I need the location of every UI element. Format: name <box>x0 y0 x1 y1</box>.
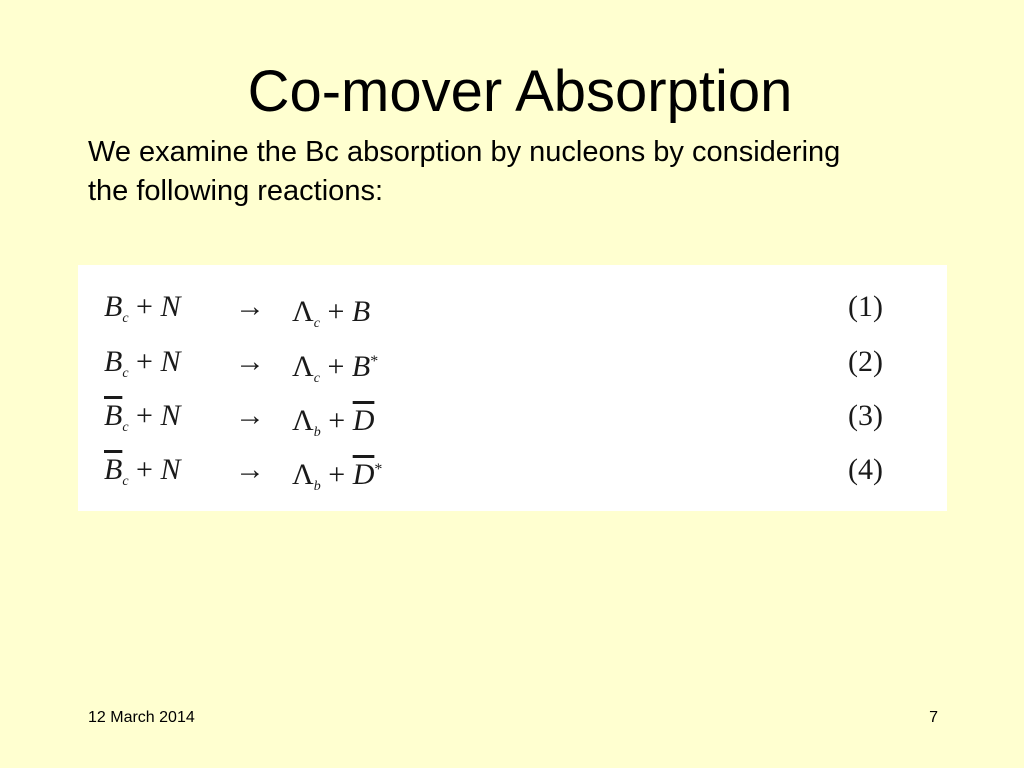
meson-product: B <box>351 295 371 328</box>
plus-sign: + <box>136 399 153 432</box>
plus-sign: + <box>328 404 346 437</box>
target-nucleon: N <box>160 345 181 378</box>
reaction-lhs <box>104 446 180 506</box>
meson-product: $\overline{D}$ <box>352 404 375 437</box>
plus-sign: + <box>327 350 345 383</box>
meson-product: B <box>351 350 371 383</box>
plus-sign: + <box>327 295 345 328</box>
initial-particle: B <box>104 345 123 378</box>
plus-sign: + <box>136 345 153 378</box>
reaction-row <box>78 446 947 494</box>
initial-particle: $\overline{B}$ <box>104 453 123 486</box>
initial-particle-subscript: c <box>122 420 129 435</box>
plus-sign: + <box>136 290 153 323</box>
initial-particle-subscript: c <box>122 366 129 381</box>
baryon-product: Λ <box>292 404 314 437</box>
equation-number: (4) <box>848 453 883 486</box>
meson-product-star: * <box>370 353 379 370</box>
plus-sign: + <box>328 458 346 491</box>
baryon-product-subscript: c <box>313 316 320 331</box>
reaction-arrow: → <box>235 399 265 432</box>
reaction-rhs <box>292 446 382 511</box>
reaction-lhs <box>104 338 180 398</box>
intro-text: We examine the Bc absorption by nucleons by considering the following reactions: <box>88 136 841 207</box>
initial-particle: B <box>104 290 123 323</box>
baryon-product-subscript: c <box>313 371 320 386</box>
equation-number: (3) <box>848 399 883 432</box>
equation-number: (1) <box>848 290 883 323</box>
reaction-arrow: → <box>235 345 265 378</box>
meson-product: $\overline{D}$ <box>352 458 375 491</box>
page-number: 7 <box>929 709 938 726</box>
meson-product-star: * <box>374 461 383 478</box>
slide-title: Co-mover Absorption <box>247 59 793 124</box>
initial-particle-subscript: c <box>122 311 129 326</box>
target-nucleon: N <box>160 399 181 432</box>
target-nucleon: N <box>160 290 181 323</box>
reaction-row <box>78 338 947 386</box>
baryon-product: Λ <box>292 458 314 491</box>
baryon-product: Λ <box>292 350 314 383</box>
baryon-product-subscript: b <box>313 425 321 440</box>
reaction-lhs <box>104 392 180 452</box>
baryon-product: Λ <box>292 295 314 328</box>
target-nucleon: N <box>160 453 181 486</box>
reaction-arrow: → <box>235 453 265 486</box>
footer-date: 12 March 2014 <box>88 709 195 726</box>
equation-panel <box>78 265 947 511</box>
equation-number: (2) <box>848 345 883 378</box>
reaction-row <box>78 283 947 331</box>
reaction-row <box>78 392 947 440</box>
baryon-product-subscript: b <box>313 479 321 494</box>
reaction-lhs <box>104 283 180 343</box>
initial-particle-subscript: c <box>122 474 129 489</box>
initial-particle: $\overline{B}$ <box>104 399 123 432</box>
reaction-arrow: → <box>235 290 265 323</box>
plus-sign: + <box>136 453 153 486</box>
